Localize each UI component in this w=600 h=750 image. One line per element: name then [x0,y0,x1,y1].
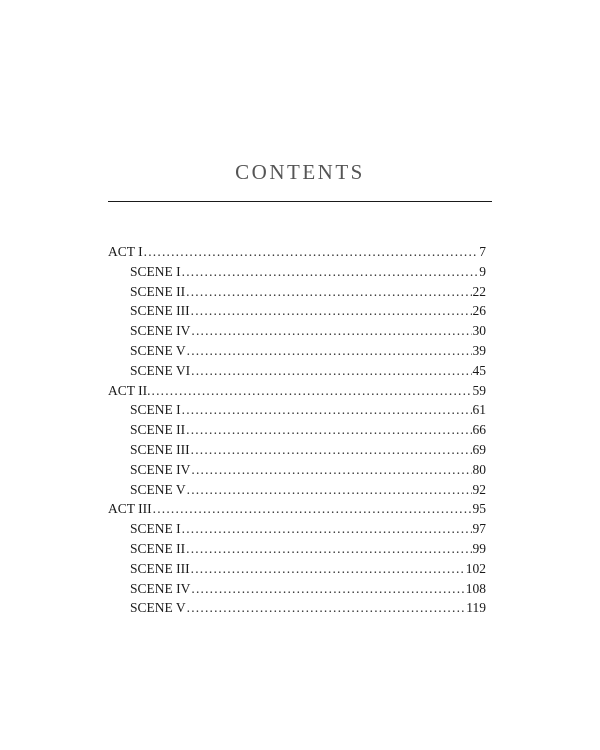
toc-entry-label: SCENE VI [130,362,191,378]
toc-entry[interactable] [108,361,486,381]
toc-entry[interactable] [108,400,486,420]
toc-entry-page: 119 [466,600,486,616]
dot-leader [187,480,472,500]
toc-entry-label: ACT II. [108,382,151,398]
toc-entry-page: 95 [472,501,486,517]
dot-leader [182,400,472,420]
toc-entry-page: 22 [472,283,486,299]
toc-entry-label: SCENE I [130,402,181,418]
toc-entry[interactable] [108,262,486,282]
dot-leader [186,539,471,559]
toc-entry-label: SCENE I [130,263,181,279]
dot-leader [191,440,472,460]
toc-entry-label: SCENE V [130,342,186,358]
toc-entry-page: 26 [472,303,486,319]
toc-entry[interactable] [108,460,486,480]
toc-entry[interactable] [108,559,486,579]
toc-entry-label: SCENE II [130,422,186,438]
page-title: CONTENTS [235,160,365,184]
toc-entry-label: SCENE II [130,540,186,556]
dot-leader [191,460,471,480]
toc-entry-label: ACT III [108,501,152,517]
dot-leader [144,242,479,262]
toc-entry-label: SCENE IV [130,461,191,477]
toc-entry[interactable] [108,301,486,321]
dot-leader [152,381,472,401]
dot-leader [186,282,471,302]
toc-entry-page: 97 [472,521,486,537]
toc-entry-label: SCENE III [130,441,190,457]
dot-leader [186,420,471,440]
toc-entry-page: 59 [472,382,486,398]
toc-entry-page: 66 [472,422,486,438]
toc-entry-label: SCENE V [130,600,186,616]
toc-entry-page: 108 [465,580,486,596]
toc-entry-page: 9 [479,263,486,279]
toc-entry-page: 102 [465,560,486,576]
dot-leader [191,321,471,341]
toc-entry[interactable] [108,341,486,361]
toc-entry[interactable] [108,519,486,539]
dot-leader [191,361,471,381]
toc-entry[interactable] [108,480,486,500]
dot-leader [153,499,472,519]
dot-leader [191,579,464,599]
toc-entry-page: 45 [472,362,486,378]
toc-entry-page: 30 [472,323,486,339]
toc-entry-page: 80 [472,461,486,477]
toc-entry[interactable] [108,499,486,519]
dot-leader [182,519,472,539]
toc-entry[interactable] [108,282,486,302]
dot-leader [191,559,465,579]
heading-rule [108,201,492,202]
toc-entry-page: 92 [472,481,486,497]
toc-entry-label: SCENE IV [130,580,191,596]
toc-entry[interactable] [108,579,486,599]
toc-entry[interactable] [108,321,486,341]
toc-entry-page: 61 [472,402,486,418]
toc-entry[interactable] [108,381,486,401]
toc-entry-page: 99 [472,540,486,556]
dot-leader [187,341,472,361]
toc-entry[interactable] [108,539,486,559]
toc-entry-label: ACT I [108,244,143,259]
toc-entry[interactable] [108,420,486,440]
toc-entry[interactable] [108,440,486,460]
table-of-contents [108,242,486,618]
toc-entry-label: SCENE I [130,521,181,537]
toc-entry-page: 69 [472,441,486,457]
toc-entry-label: SCENE II [130,283,186,299]
dot-leader [182,262,479,282]
toc-entry-label: SCENE III [130,560,190,576]
dot-leader [187,598,466,618]
toc-entry-label: SCENE III [130,303,190,319]
dot-leader [191,301,472,321]
toc-entry-page: 7 [479,244,486,259]
toc-entry[interactable] [108,242,486,262]
toc-entry-label: SCENE V [130,481,186,497]
toc-entry[interactable] [108,598,486,618]
toc-entry-page: 39 [472,342,486,358]
toc-entry-label: SCENE IV [130,323,191,339]
